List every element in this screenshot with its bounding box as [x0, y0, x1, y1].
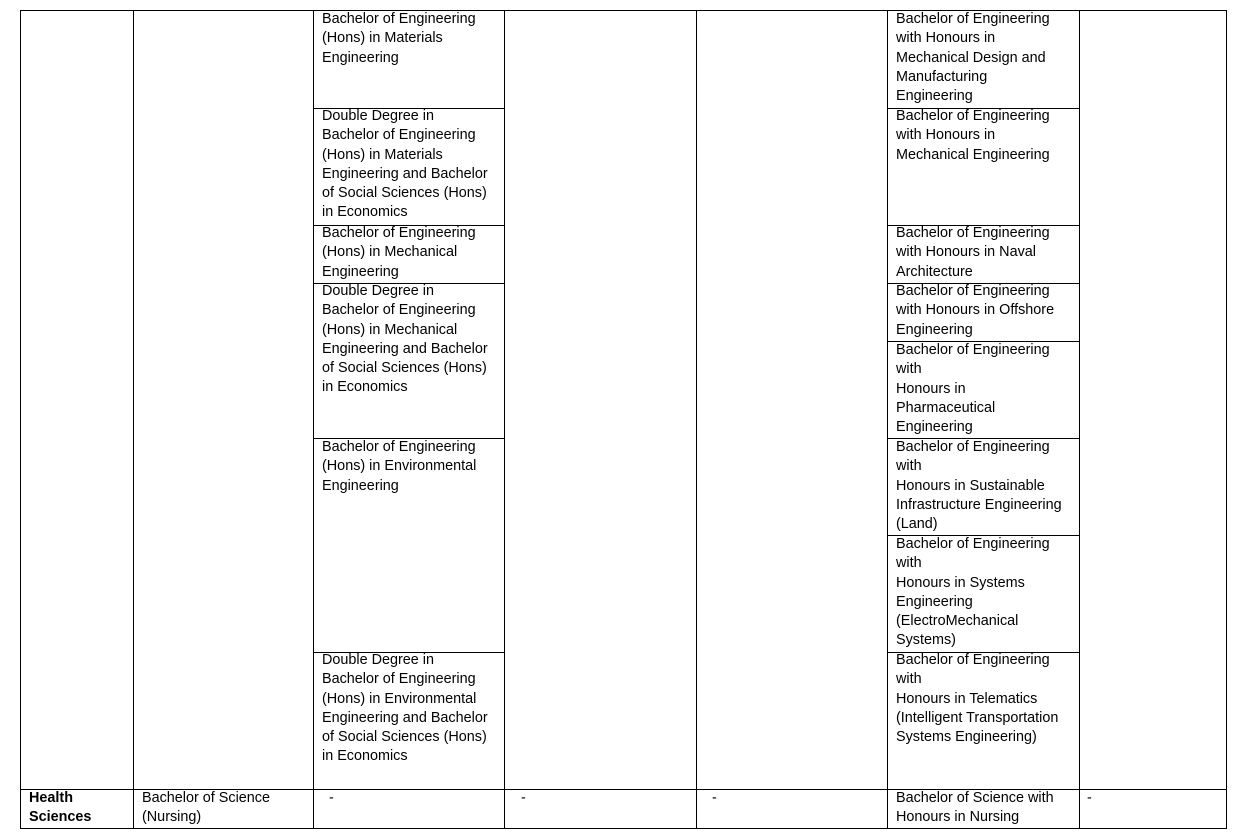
programme-cell: Bachelor of Engineering (Hons) in Mechanical Engineering — [322, 225, 476, 280]
programme-cell: Bachelor of Engineering (Hons) in Environmental Engineering — [322, 439, 477, 494]
programme-cell: Bachelor of Engineering with Honours in Pharmaceutical Engineering — [896, 342, 1050, 436]
programme-cell: Double Degree in Bachelor of Engineering (Hons) in Materials Engineering and Bachelor of Social Sciences (Hons) in Economics — [322, 108, 488, 221]
programme-cell: Bachelor of Engineering with Honours in Telematics (Intelligent Transportation Systems Engineering) — [896, 652, 1059, 746]
programme-cell: Double Degree in Bachelor of Engineering (Hons) in Mechanical Engineering and Bachelor of Social Sciences (Hons) in Economics — [322, 283, 488, 396]
table-border-left — [20, 10, 21, 829]
programme-cell: Double Degree in Bachelor of Engineering (Hons) in Environmental Engineering and Bachelor of Social Sciences (Hons) in Economics — [322, 652, 488, 765]
empty-dash-cell: - — [329, 790, 334, 806]
field-of-study-cell: Health Sciences — [29, 790, 92, 826]
column-divider — [504, 10, 505, 829]
programme-cell: Bachelor of Engineering with Honours in Mechanical Engineering — [896, 108, 1050, 163]
programme-cell: Bachelor of Science (Nursing) — [142, 790, 270, 826]
column-divider — [133, 10, 134, 829]
programme-cell: Bachelor of Engineering with Honours in Systems Engineering (ElectroMechanical Systems) — [896, 536, 1050, 649]
empty-dash-cell: - — [1087, 790, 1092, 806]
empty-dash-cell: - — [712, 790, 717, 806]
column-divider — [1079, 10, 1080, 829]
programme-cell: Bachelor of Engineering with Honours in Offshore Engineering — [896, 283, 1055, 338]
programme-cell: Bachelor of Engineering with Honours in Naval Architecture — [896, 225, 1050, 280]
empty-dash-cell: - — [521, 790, 526, 806]
column-divider — [696, 10, 697, 829]
table-border-right — [1226, 10, 1227, 829]
programme-cell: Bachelor of Engineering with Honours in Sustainable Infrastructure Engineering (Land) — [896, 439, 1062, 533]
table-border-bottom — [20, 828, 1227, 829]
programme-cell: Bachelor of Science with Honours in Nursing — [896, 790, 1054, 826]
programme-cell: Bachelor of Engineering with Honours in Mechanical Design and Manufacturing Engineering — [896, 11, 1050, 105]
programme-cell: Bachelor of Engineering (Hons) in Materials Engineering — [322, 11, 476, 66]
